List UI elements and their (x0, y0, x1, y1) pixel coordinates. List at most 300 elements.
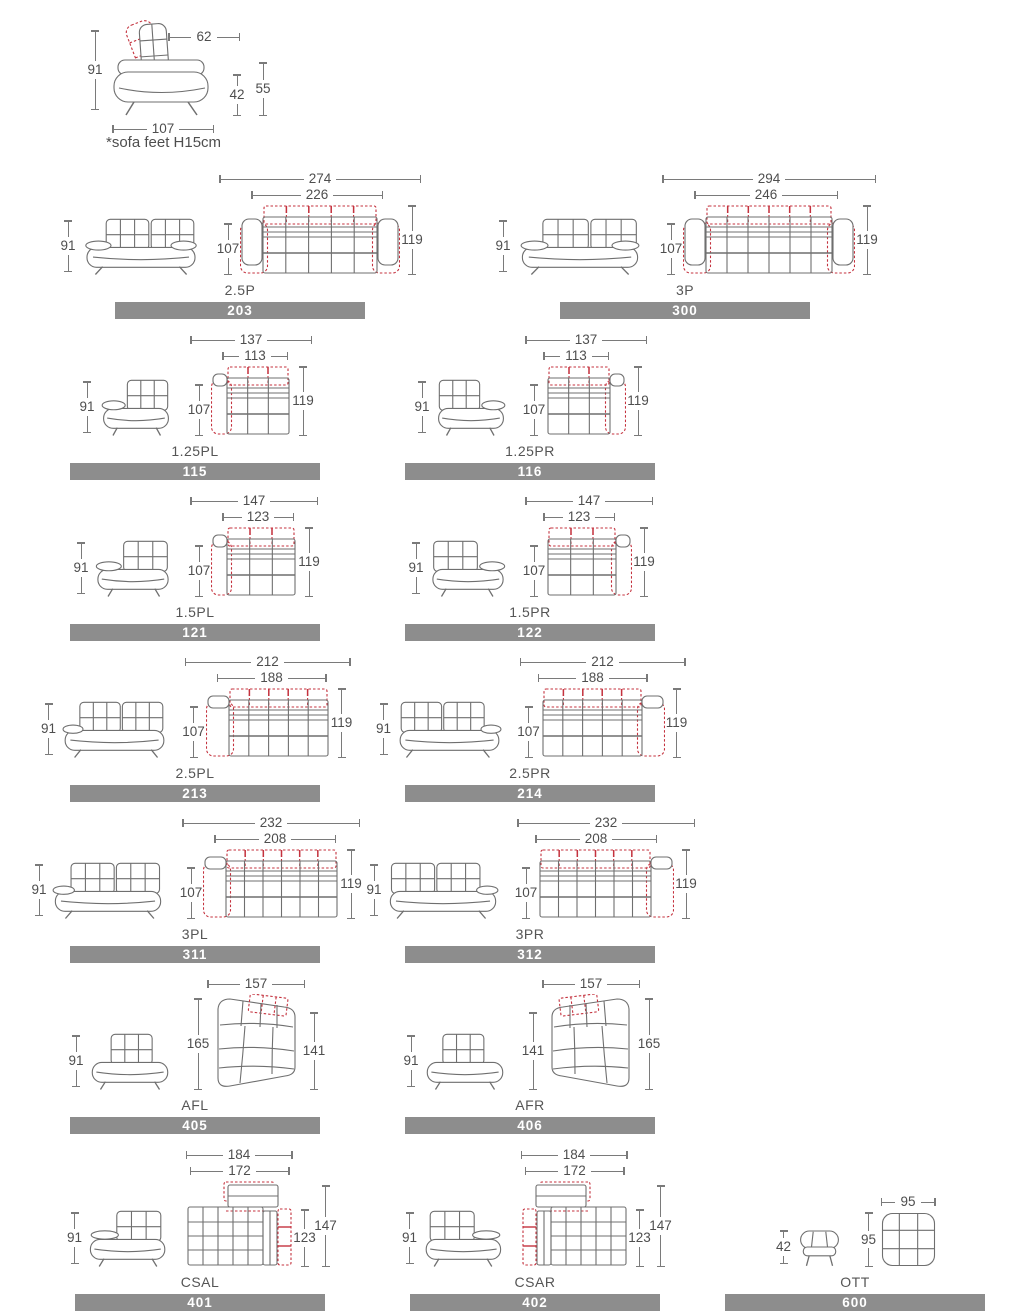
dim-value: 91 (73, 560, 89, 576)
dim-line (48, 738, 49, 754)
module-label: 3P (675, 282, 695, 298)
dim-tick (499, 271, 507, 273)
dim-value: 147 (314, 1218, 337, 1234)
dim-line (664, 179, 753, 180)
top-width-dim (881, 1195, 936, 1209)
dim-line (639, 1247, 640, 1266)
dim-line (783, 1232, 784, 1239)
outer-width-dim (190, 333, 312, 347)
depth-dim (517, 706, 540, 758)
dim-value: 91 (366, 882, 382, 898)
outer-width-dim (525, 494, 653, 508)
dim-line (274, 517, 292, 518)
dim-value: 107 (659, 241, 683, 257)
dim-value: 141 (521, 1043, 545, 1059)
dim-line (114, 129, 147, 130)
dim-line (644, 529, 645, 554)
dim-line (187, 1155, 223, 1156)
dim-value: 107 (187, 402, 211, 418)
dim-value: 107 (522, 402, 546, 418)
inner-depth-dim (293, 1209, 316, 1267)
module-code: 311 (182, 947, 208, 962)
dim-value: 119 (675, 876, 697, 892)
dim-line (622, 823, 693, 824)
dim-tick (639, 980, 641, 988)
outer-width-dim (662, 172, 876, 186)
dim-line (526, 869, 527, 885)
dim-line (527, 340, 570, 341)
module-code-bar (405, 624, 655, 641)
inner-width-dim (214, 832, 336, 846)
dim-line (619, 662, 684, 663)
module-code: 116 (517, 464, 543, 479)
dim-line (87, 416, 88, 432)
dim-tick (347, 918, 355, 920)
dim-line (519, 823, 590, 824)
dim-line (882, 1202, 895, 1203)
module-code-bar (70, 1117, 320, 1134)
height-dim (375, 703, 393, 755)
dim-line (660, 1235, 661, 1266)
dim-value: 42 (229, 87, 245, 103)
top-view-block (182, 653, 353, 758)
height-dim (407, 542, 425, 594)
dim-line (81, 544, 82, 560)
dim-line (341, 732, 342, 757)
dim-value: 62 (196, 29, 212, 45)
dim-tick (239, 33, 241, 41)
dim-value: 107 (517, 724, 540, 740)
dim-tick (837, 191, 839, 199)
module-code: 213 (182, 786, 208, 801)
dim-tick (865, 1266, 873, 1268)
dim-tick (317, 497, 319, 505)
dim-value: 172 (228, 1163, 251, 1179)
dim-value: 119 (627, 393, 649, 409)
height-dim (413, 381, 431, 433)
hero-headrest-width-dim (168, 30, 240, 44)
sofa-top-view (203, 849, 339, 919)
dim-value: 137 (574, 332, 598, 348)
module-code-bar (70, 463, 320, 480)
module-card-1-5pr (385, 492, 675, 641)
dim-tick (35, 915, 43, 917)
dim-value: 165 (186, 1036, 210, 1052)
dim-line (224, 517, 242, 518)
top-width-dim (207, 977, 305, 991)
dim-line (686, 851, 687, 876)
sofa-feet-note: *sofa feet H15cm (106, 134, 222, 151)
top-view-block (521, 1146, 670, 1267)
module-label: 1.5PR (509, 604, 551, 620)
dim-line (314, 1060, 315, 1089)
dim-line (649, 1000, 650, 1036)
dim-line (671, 225, 672, 241)
front-view-block (401, 1203, 503, 1267)
ottoman-front-view (797, 1227, 842, 1267)
dim-tick (525, 757, 533, 759)
dim-value: 212 (256, 654, 279, 670)
dim-line (595, 517, 613, 518)
dim-line (638, 410, 639, 435)
sofa-front-view (429, 533, 507, 597)
dim-value: 123 (246, 509, 270, 525)
dim-line (527, 501, 573, 502)
dim-line (228, 258, 229, 274)
dim-tick (694, 819, 696, 827)
module-diagrams (50, 1146, 350, 1267)
dim-value: 107 (179, 885, 203, 901)
sofa-top-view (538, 849, 674, 919)
module-diagrams (470, 170, 900, 275)
dim-value: 246 (754, 187, 778, 203)
dim-tick (71, 1263, 79, 1265)
module-diagrams (385, 492, 675, 597)
dim-line (537, 839, 580, 840)
inner-width-dim (543, 349, 609, 363)
dim-value: 91 (31, 882, 47, 898)
module-label: 1.25PL (171, 443, 219, 459)
row-7 (0, 1146, 1028, 1311)
inner-width-dim (694, 188, 838, 202)
dim-line (68, 255, 69, 271)
dim-tick (418, 432, 426, 434)
inner-width-dim (217, 671, 327, 685)
dim-line (288, 678, 325, 679)
dim-line (867, 249, 868, 274)
dim-tick (682, 918, 690, 920)
dim-value: 107 (151, 121, 175, 137)
dim-line (76, 1070, 77, 1086)
dim-value: 147 (577, 493, 601, 509)
dim-line (783, 1256, 784, 1263)
dim-line (528, 708, 529, 724)
dim-line (95, 79, 96, 109)
dim-line (526, 902, 527, 918)
dim-line (336, 179, 419, 180)
row-3 (0, 492, 1028, 641)
depth-dim (187, 384, 211, 436)
height-dim (72, 542, 90, 594)
dim-line (76, 1037, 77, 1053)
dim-value: 274 (308, 171, 332, 187)
total-depth-dim (665, 688, 688, 758)
dim-tick (407, 1086, 415, 1088)
dim-value: 55 (255, 81, 271, 97)
dim-value: 42 (775, 1239, 792, 1255)
module-code: 312 (517, 947, 543, 962)
depth-dim (216, 223, 240, 275)
dim-tick (304, 980, 306, 988)
dim-line (676, 732, 677, 757)
dim-value: 226 (305, 187, 329, 203)
dim-line (191, 1171, 223, 1172)
height-dim (59, 220, 77, 272)
dim-line (304, 1247, 305, 1266)
dim-line (341, 690, 342, 715)
sofa-front-view (81, 211, 201, 275)
dim-tick (530, 435, 538, 437)
front-view-block (775, 1227, 842, 1267)
dim-line (218, 678, 255, 679)
dim-tick (863, 274, 871, 276)
module-code-bar (560, 302, 810, 319)
front-view-block (375, 694, 502, 758)
hero-height-dim (86, 30, 104, 110)
dim-line (198, 1053, 199, 1089)
dim-tick (380, 754, 388, 756)
dim-line (409, 1214, 410, 1230)
hero-back-height-dim (254, 62, 272, 116)
inner-width-dim (535, 832, 657, 846)
dim-line (383, 705, 384, 721)
dim-value: 119 (856, 232, 878, 248)
dim-line (271, 356, 287, 357)
inner-width-dim (543, 510, 615, 524)
front-view-block (413, 372, 507, 436)
sofa-front-view (94, 533, 172, 597)
module-code: 300 (672, 303, 698, 318)
dim-line (325, 1235, 326, 1266)
dim-line (649, 1053, 650, 1089)
dim-value: 91 (40, 721, 57, 737)
module-diagrams (385, 331, 675, 436)
top-view-block (522, 331, 649, 436)
dim-line (184, 823, 255, 824)
dim-line (533, 1060, 534, 1089)
module-label: 2.5PR (509, 765, 551, 781)
dim-line (609, 678, 646, 679)
dim-value: 157 (579, 976, 603, 992)
dim-tick (626, 1151, 628, 1159)
dim-value: 119 (340, 876, 362, 892)
front-view-block (365, 855, 499, 919)
top-view-block (186, 1146, 335, 1267)
dim-value: 119 (401, 232, 423, 248)
dim-line (374, 899, 375, 915)
dim-tick (780, 1263, 788, 1265)
dim-line (644, 571, 645, 596)
row-6 (0, 975, 1028, 1134)
dim-line (179, 129, 212, 130)
dim-value: 91 (401, 1230, 418, 1246)
depth-dim (182, 706, 205, 758)
dim-line (325, 1187, 326, 1218)
inner-width-dim (222, 349, 288, 363)
dim-value: 172 (563, 1163, 586, 1179)
total-depth-dim (649, 1185, 672, 1267)
dim-value: 91 (66, 1230, 83, 1246)
height-dim (78, 381, 96, 433)
dim-value: 91 (375, 721, 392, 737)
dim-tick (305, 596, 313, 598)
dim-value: 123 (567, 509, 591, 525)
dim-line (193, 741, 194, 757)
row-1 (0, 170, 1028, 319)
dim-line (544, 984, 575, 985)
dim-value: 107 (216, 241, 240, 257)
module-card-3pr (366, 814, 697, 963)
sofa-top-view (211, 366, 291, 436)
outer-width-dim (185, 655, 351, 669)
top-view-block (521, 975, 661, 1090)
dim-line (921, 1202, 934, 1203)
dim-tick (673, 757, 681, 759)
front-view-block (402, 1026, 506, 1090)
dim-tick (311, 336, 313, 344)
module-card-3p (470, 170, 900, 319)
dim-line (192, 340, 235, 341)
module-card-afr (385, 975, 675, 1134)
height-dim (66, 1212, 84, 1264)
dim-line (534, 580, 535, 596)
top-view-block (187, 492, 320, 597)
module-diagrams (50, 975, 340, 1090)
dim-value: 91 (414, 399, 430, 415)
height-dim (67, 1035, 85, 1087)
dim-line (87, 383, 88, 399)
dim-tick (301, 1266, 309, 1268)
dim-line (199, 580, 200, 596)
module-code: 406 (517, 1118, 543, 1133)
top-view-block (517, 653, 688, 758)
total-depth-dim (635, 527, 653, 597)
module-card-1-25pl (50, 331, 340, 480)
dim-value: 147 (649, 1218, 672, 1234)
module-card-afl (50, 975, 340, 1134)
module-label: CSAR (514, 1274, 556, 1290)
dim-value: 95 (900, 1194, 916, 1210)
total-depth-dim (330, 688, 353, 758)
dim-line (303, 410, 304, 435)
dim-tick (91, 109, 99, 111)
inner-depth-dim (628, 1209, 651, 1267)
module-diagrams (375, 653, 688, 758)
dim-line (199, 419, 200, 435)
dim-line (867, 207, 868, 232)
dim-value: 188 (581, 670, 604, 686)
dim-tick (187, 918, 195, 920)
sofa-front-view (435, 372, 507, 436)
dim-line (422, 383, 423, 399)
inner-width-dim (525, 1164, 625, 1178)
module-card-2-5pl (40, 653, 353, 802)
depth-dim (514, 867, 538, 919)
module-label: OTT (840, 1274, 870, 1290)
dim-tick (322, 1266, 330, 1268)
dim-tick (213, 125, 215, 133)
top-view-block (187, 331, 314, 436)
dim-value: 107 (522, 563, 546, 579)
module-code-bar (405, 785, 655, 802)
dim-tick (83, 432, 91, 434)
dim-line (228, 225, 229, 241)
dim-tick (408, 274, 416, 276)
dim-line (782, 195, 836, 196)
total-depth-dim (858, 205, 876, 275)
dim-tick (291, 1151, 293, 1159)
dim-line (186, 662, 251, 663)
dim-value: 91 (68, 1053, 84, 1069)
module-card-1-25pr (385, 331, 675, 480)
front-view-block (66, 1203, 168, 1267)
total-depth-dim (629, 366, 647, 436)
top-view-block (216, 170, 423, 275)
module-label: AFL (181, 1097, 209, 1113)
dim-value: 107 (182, 724, 205, 740)
dim-line (221, 179, 304, 180)
depth-dim (179, 867, 203, 919)
dim-tick (335, 835, 337, 843)
dim-value: 91 (79, 399, 95, 415)
dim-value: 208 (584, 831, 608, 847)
module-diagrams (385, 975, 675, 1090)
row-2 (0, 331, 1028, 480)
dim-line (785, 179, 874, 180)
dim-line (539, 678, 576, 679)
dim-tick (195, 435, 203, 437)
dim-tick (224, 274, 232, 276)
sofa-top-view (545, 994, 637, 1090)
module-card-3pl (31, 814, 362, 963)
total-depth-dim (677, 849, 695, 919)
dim-line (224, 356, 240, 357)
dim-value: 188 (260, 670, 283, 686)
dim-tick (190, 757, 198, 759)
dim-value: 184 (227, 1147, 251, 1163)
outer-width-dim (190, 494, 318, 508)
dim-line (383, 738, 384, 754)
dim-line (545, 517, 563, 518)
dim-line (671, 258, 672, 274)
sofa-front-view (89, 1026, 171, 1090)
front-view-block (30, 855, 164, 919)
dim-line (590, 1155, 626, 1156)
dim-line (676, 690, 677, 715)
module-code: 115 (182, 464, 208, 479)
dim-value: 232 (259, 815, 283, 831)
total-depth-dim (314, 1185, 337, 1267)
dim-tick (299, 435, 307, 437)
sofa-front-view (516, 211, 644, 275)
top-view-block (860, 1193, 936, 1267)
dim-line (416, 544, 417, 560)
module-code-bar (115, 302, 365, 319)
module-card-2-5p (25, 170, 455, 319)
hero-seat-height-dim (228, 74, 246, 116)
dim-line (521, 662, 586, 663)
sofa-front-view (52, 855, 164, 919)
height-dim (365, 864, 383, 916)
module-code-bar (405, 463, 655, 480)
front-view-block (78, 372, 172, 436)
dim-value: 232 (594, 815, 618, 831)
dim-line (522, 1155, 558, 1156)
height-dim (40, 703, 58, 755)
module-diagrams (40, 653, 353, 758)
dim-line (533, 1014, 534, 1043)
module-code-bar (405, 1117, 655, 1134)
depth-dim (860, 1212, 878, 1267)
total-depth-dim (403, 205, 421, 275)
module-label: 1.5PL (175, 604, 215, 620)
dim-value: 95 (860, 1231, 877, 1247)
module-diagrams (31, 814, 362, 919)
dim-line (303, 368, 304, 393)
module-code-bar (70, 624, 320, 641)
dim-value: 141 (302, 1043, 326, 1059)
module-code: 203 (227, 303, 253, 318)
